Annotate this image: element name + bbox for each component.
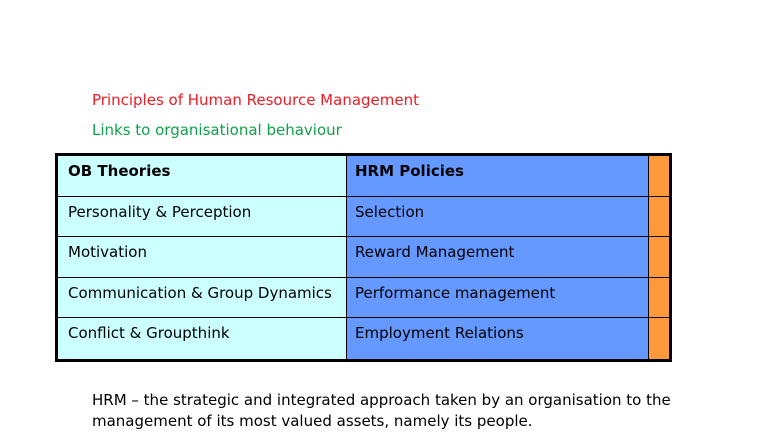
table-cell-hrm: Employment Relations [347, 318, 649, 359]
table-cell-ob: Personality & Perception [58, 197, 347, 238]
slide-title: Principles of Human Resource Management [92, 91, 419, 109]
slide-subtitle: Links to organisational behaviour [92, 121, 342, 139]
table-cell-hrm: Selection [347, 197, 649, 238]
hrm-definition: HRM – the strategic and integrated approach taken by an organisation to the management of its most valued assets, namely its people. [92, 391, 671, 430]
ob-hrm-table [55, 153, 672, 362]
table-accent-cell [649, 237, 669, 278]
table-cell-ob: Conflict & Groupthink [58, 318, 347, 359]
table-cell-ob: Motivation [58, 237, 347, 278]
table-cell-hrm: Reward Management [347, 237, 649, 278]
table-accent-cell [649, 318, 669, 359]
table-header-ob-theories: OB Theories [58, 156, 347, 197]
table-accent-cell [649, 197, 669, 238]
table-accent-cell [649, 278, 669, 319]
table-header-hrm-policies: HRM Policies [347, 156, 649, 197]
table-accent-cell [649, 156, 669, 197]
table-cell-hrm: Performance management [347, 278, 649, 319]
table-cell-ob: Communication & Group Dynamics [58, 278, 347, 319]
